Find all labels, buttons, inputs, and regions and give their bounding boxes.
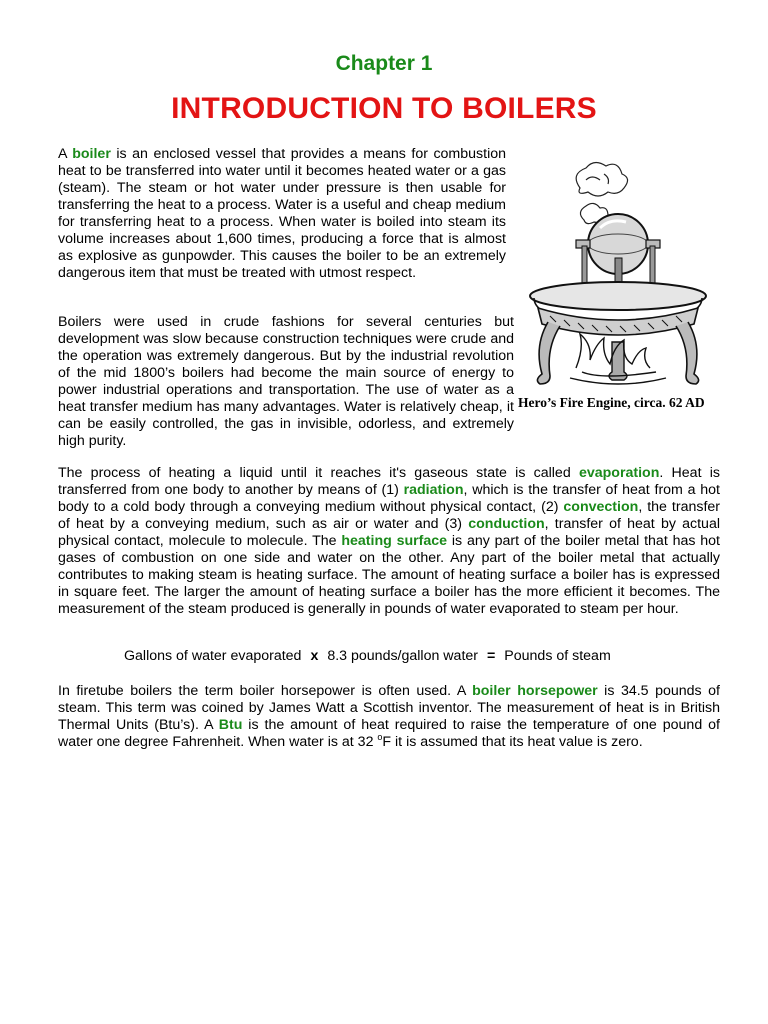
text-run: A — [58, 146, 73, 162]
keyword-btu: Btu — [218, 717, 243, 733]
formula-middle: 8.3 pounds/gallon water — [327, 648, 478, 664]
keyword-evaporation: evaporation — [578, 465, 660, 481]
keyword-convection: convection — [563, 499, 639, 515]
formula-multiply: x — [310, 648, 319, 664]
formula-right: Pounds of steam — [504, 648, 611, 664]
hero-fire-engine-figure — [514, 150, 720, 412]
text-run: Boilers were used in crude fashions for several centuries but development was slow because construction techniques were crude and the operation was extremely dangerous. But by the industrial revolution of the mid 1800’s boilers had become the main source of energy to power industrial operations and transportation. The use of water as a heat transfer medium has many advantages. Water is relatively cheap, it can be easily controlled, the gas in invisible, odorless, and extremely high purity. — [58, 314, 514, 449]
text-run: F it is assumed that its heat value is zero. — [382, 734, 643, 750]
text-run: is any part of the boiler metal that has hot gases of combustion on one side and water on the other. Any part of the boiler metal that actually contributes to making steam is heating surface. The amount of heating surface a boiler has is expressed in square feet. The larger the amount of heating surface a boiler has the more efficient it becomes. The measurement of the steam produced is generally in pounds of water evaporated to steam per hour. — [58, 533, 720, 617]
keyword-conduction: conduction — [468, 516, 545, 532]
chapter-label: Chapter 1 — [335, 52, 433, 75]
text-run: . Heat is transferred from one body to another by means of (1) — [58, 465, 720, 498]
keyword-heating-surface: heating surface — [341, 533, 448, 549]
text-run: In firetube boilers the term boiler horsepower is often used. A — [58, 683, 473, 699]
figure-caption: Hero’s Fire Engine, circa. 62 AD — [518, 395, 705, 410]
keyword-boiler: boiler — [72, 146, 111, 162]
keyword-boiler-horsepower: boiler horsepower — [472, 683, 598, 699]
degree-superscript: o — [377, 732, 383, 742]
text-run: , which is the transfer of heat from a hot body to a cold body through a conveying medium without physical contact, (2) — [58, 482, 720, 515]
paragraph-heat-transfer — [58, 465, 720, 618]
formula-left: Gallons of water evaporated — [124, 648, 302, 664]
text-run: , the transfer of heat by a conveying medium, such as air or water and (3) — [58, 499, 721, 532]
paragraph-boiler-history — [58, 314, 514, 450]
paragraph-boiler-horsepower — [58, 683, 720, 751]
text-run: is 34.5 pounds of steam. This term was coined by James Watt a Scottish inventor. The measurement of heat is in British Thermal Units (Btu’s). A — [58, 683, 720, 733]
formula-equals: = — [487, 648, 496, 664]
steam-engine-illustration — [520, 158, 716, 388]
text-run: The process of heating a liquid until it reaches it's gaseous state is called — [58, 465, 579, 481]
text-run: is the amount of heat required to raise the temperature of one pound of water one degree Fahrenheit. When water is at 32 — [58, 717, 720, 750]
text-run: , transfer of heat by actual physical contact, molecule to molecule. The — [58, 516, 720, 549]
text-run: is an enclosed vessel that provides a means for combustion heat to be transferred into water until it becomes heated water or a gas (steam). The steam or hot water under pressure is then usable for transferring the heat to a process. Water is a useful and cheap medium for transferring heat to a process. When water is boiled into steam its volume increases about 1,600 times, producing a force that is almost as explosive as gunpowder. This causes the boiler to be an extremely dangerous item that must be treated with utmost respect. — [58, 146, 507, 281]
keyword-radiation: radiation — [403, 482, 464, 498]
steam-formula — [124, 648, 611, 664]
page-title: INTRODUCTION TO BOILERS — [171, 92, 597, 125]
